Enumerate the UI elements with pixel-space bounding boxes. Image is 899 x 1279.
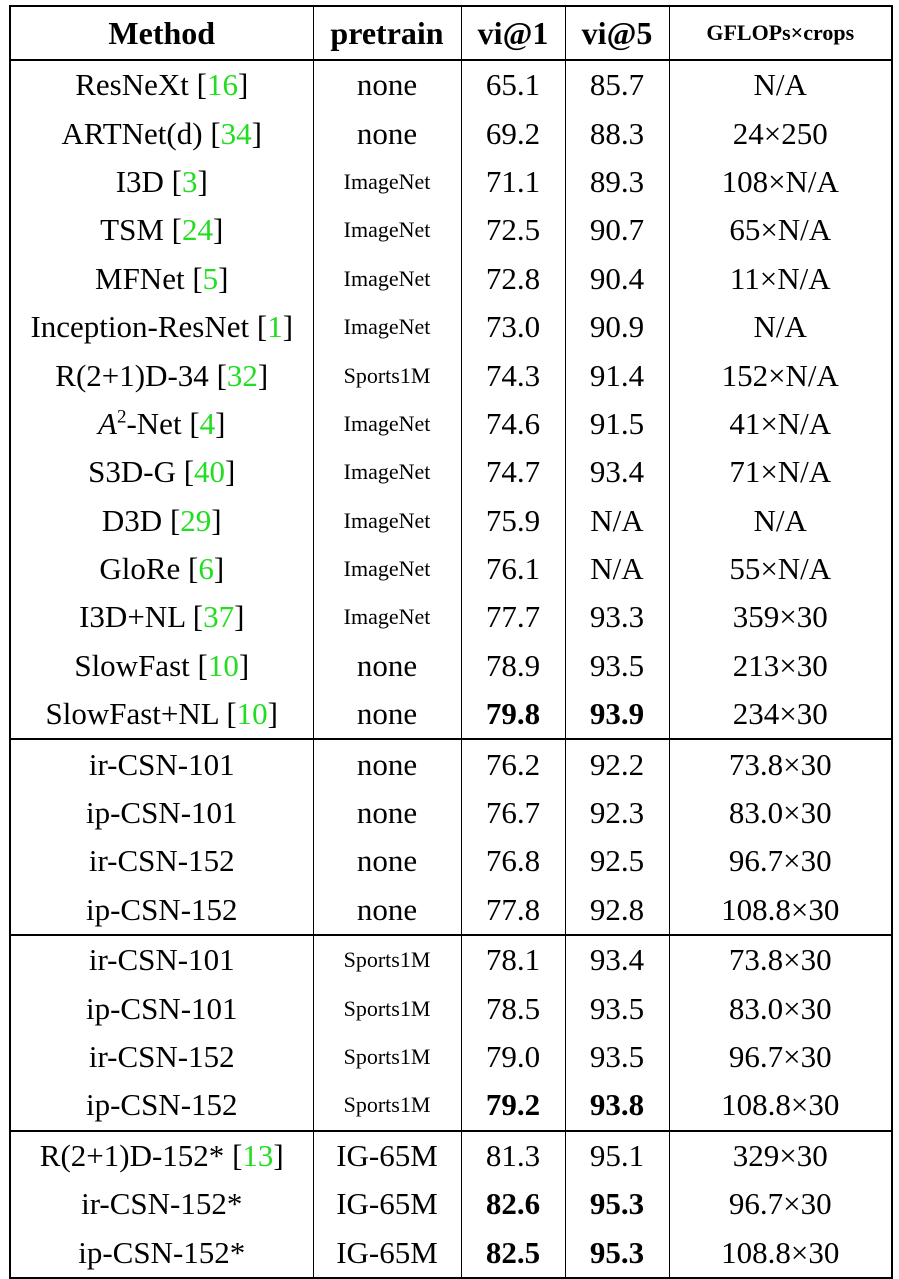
vi1-cell: 72.5: [461, 206, 565, 254]
pretrain-cell: ImageNet: [313, 158, 461, 206]
citation-link[interactable]: 5: [202, 260, 219, 296]
method-name: ir-CSN-152: [88, 843, 235, 879]
vi5-cell: 91.5: [565, 400, 669, 448]
gflops-cell: 329×30: [669, 1131, 892, 1180]
method-cell: I3D+NL [37]: [79, 599, 245, 635]
pretrain-cell: none: [313, 690, 461, 739]
citation-link[interactable]: 10: [236, 696, 268, 732]
pretrain-cell: none: [313, 60, 461, 109]
pretrain-cell: Sports1M: [313, 351, 461, 399]
vi5-cell: 92.8: [565, 886, 669, 935]
vi5-cell: 95.3: [565, 1180, 669, 1228]
gflops-cell: 73.8×30: [669, 935, 892, 984]
vi1-cell: 76.2: [461, 739, 565, 788]
table-row: [10, 1228, 892, 1277]
method-name: R(2+1)D-152*: [39, 1137, 225, 1173]
citation-link[interactable]: 16: [206, 67, 238, 103]
table-row: [10, 1033, 892, 1081]
vi5-cell: 93.4: [565, 935, 669, 984]
method-cell: I3D [3]: [115, 163, 208, 199]
citation-link[interactable]: 34: [220, 115, 252, 151]
header-vi5: vi@5: [565, 6, 669, 60]
pretrain-cell: IG-65M: [313, 1131, 461, 1180]
gflops-cell: 83.0×30: [669, 984, 892, 1032]
method-superscript: 2: [116, 406, 127, 428]
table-row: [10, 545, 892, 593]
gflops-cell: 96.7×30: [669, 1033, 892, 1081]
pretrain-cell: ImageNet: [313, 545, 461, 593]
table-row: [10, 837, 892, 885]
gflops-cell: N/A: [669, 60, 892, 109]
pretrain-cell: IG-65M: [313, 1228, 461, 1277]
vi5-cell: 93.5: [565, 1033, 669, 1081]
citation-link[interactable]: 3: [181, 163, 198, 199]
vi5-cell: 88.3: [565, 109, 669, 157]
method-cell: R(2+1)D-34 [32]: [55, 357, 269, 393]
vi5-cell: 89.3: [565, 158, 669, 206]
pretrain-cell: none: [313, 789, 461, 837]
method-name: ir-CSN-101: [88, 746, 235, 782]
method-name: ir-CSN-152: [88, 1039, 235, 1074]
method-name: TSM: [100, 212, 164, 248]
method-name: MFNet: [95, 260, 185, 296]
gflops-cell: 108.8×30: [669, 886, 892, 935]
method-name: SlowFast: [74, 647, 190, 683]
vi1-cell: 82.6: [461, 1180, 565, 1228]
table-body: [10, 60, 892, 1278]
vi5-cell: 95.3: [565, 1228, 669, 1277]
vi1-cell: 79.0: [461, 1033, 565, 1081]
table-row: [10, 206, 892, 254]
pretrain-cell: none: [313, 739, 461, 788]
gflops-cell: 96.7×30: [669, 837, 892, 885]
method-name: R(2+1)D-34: [55, 357, 209, 393]
vi1-cell: 71.1: [461, 158, 565, 206]
vi1-cell: 82.5: [461, 1228, 565, 1277]
pretrain-cell: ImageNet: [313, 593, 461, 641]
pretrain-cell: none: [313, 886, 461, 935]
vi5-cell: 93.5: [565, 984, 669, 1032]
method-name: ip-CSN-101: [85, 990, 238, 1026]
vi1-cell: 81.3: [461, 1131, 565, 1180]
method-cell: [10, 984, 313, 1032]
header-vi1: vi@1: [461, 6, 565, 60]
method-name: SlowFast+NL: [45, 696, 219, 732]
gflops-cell: 152×N/A: [669, 351, 892, 399]
vi1-cell: 77.7: [461, 593, 565, 641]
gflops-cell: 108.8×30: [669, 1228, 892, 1277]
table-row: [10, 448, 892, 496]
method-name: ir-CSN-152*: [81, 1186, 243, 1222]
pretrain-cell: ImageNet: [313, 497, 461, 545]
gflops-cell: 73.8×30: [669, 739, 892, 788]
vi1-cell: 75.9: [461, 497, 565, 545]
method-cell: Inception-ResNet [1]: [30, 309, 294, 345]
vi1-cell: 65.1: [461, 60, 565, 109]
table-row: [10, 593, 892, 641]
method-cell: ResNeXt [16]: [75, 67, 249, 103]
method-name: I3D+NL: [79, 599, 185, 635]
vi5-cell: 92.5: [565, 837, 669, 885]
table-row: [10, 109, 892, 157]
method-name: S3D-G: [88, 454, 176, 490]
method-name: ARTNet(d): [61, 115, 203, 151]
method-name: ip-CSN-101: [85, 795, 238, 831]
vi5-cell: 92.3: [565, 789, 669, 837]
gflops-cell: 71×N/A: [669, 448, 892, 496]
pretrain-cell: ImageNet: [313, 448, 461, 496]
method-cell: [10, 789, 313, 837]
method-name: A: [98, 405, 117, 441]
method-cell: MFNet [5]: [95, 260, 229, 296]
vi1-cell: 78.5: [461, 984, 565, 1032]
vi5-cell: N/A: [565, 545, 669, 593]
method-cell: GloRe [6]: [99, 551, 225, 587]
gflops-cell: 213×30: [669, 642, 892, 690]
vi1-cell: 76.8: [461, 837, 565, 885]
table-row: [10, 690, 892, 739]
method-suffix: -Net: [126, 405, 182, 441]
vi5-cell: 92.2: [565, 739, 669, 788]
method-name: ip-CSN-152: [85, 891, 238, 927]
vi5-cell: 93.8: [565, 1081, 669, 1130]
vi1-cell: 76.7: [461, 789, 565, 837]
table-row: [10, 255, 892, 303]
vi5-cell: 90.7: [565, 206, 669, 254]
vi5-cell: 85.7: [565, 60, 669, 109]
gflops-cell: 41×N/A: [669, 400, 892, 448]
citation-link[interactable]: 13: [242, 1137, 274, 1173]
vi5-cell: 91.4: [565, 351, 669, 399]
method-cell: D3D [29]: [101, 502, 222, 538]
gflops-cell: 65×N/A: [669, 206, 892, 254]
method-name: ip-CSN-152*: [78, 1234, 246, 1270]
vi1-cell: 74.3: [461, 351, 565, 399]
pretrain-cell: ImageNet: [313, 255, 461, 303]
vi1-cell: 77.8: [461, 886, 565, 935]
gflops-cell: 11×N/A: [669, 255, 892, 303]
gflops-cell: 359×30: [669, 593, 892, 641]
gflops-cell: N/A: [669, 303, 892, 351]
pretrain-cell: none: [313, 642, 461, 690]
gflops-cell: 83.0×30: [669, 789, 892, 837]
pretrain-cell: Sports1M: [313, 1081, 461, 1130]
gflops-cell: 96.7×30: [669, 1180, 892, 1228]
header-method: Method: [10, 6, 313, 60]
vi1-cell: 78.1: [461, 935, 565, 984]
header-row: [10, 6, 892, 60]
method-cell: TSM [24]: [100, 212, 224, 248]
method-cell: [10, 1228, 313, 1277]
method-cell: [10, 1081, 313, 1130]
vi1-cell: 79.8: [461, 690, 565, 739]
citation-link[interactable]: 32: [226, 357, 258, 393]
vi1-cell: 79.2: [461, 1081, 565, 1130]
citation-link[interactable]: 40: [194, 454, 226, 490]
method-name: GloRe: [99, 551, 181, 587]
method-name: ir-CSN-101: [88, 942, 235, 978]
vi5-cell: 93.9: [565, 690, 669, 739]
citation-link[interactable]: 10: [207, 647, 239, 683]
vi5-cell: 93.5: [565, 642, 669, 690]
method-name: ip-CSN-152: [85, 1087, 238, 1123]
method-cell: [10, 837, 313, 885]
gflops-cell: 55×N/A: [669, 545, 892, 593]
citation-link[interactable]: 37: [203, 599, 235, 635]
vi1-cell: 69.2: [461, 109, 565, 157]
gflops-cell: 234×30: [669, 690, 892, 739]
citation-link[interactable]: 1: [267, 309, 283, 345]
table-row: [10, 497, 892, 545]
pretrain-cell: IG-65M: [313, 1180, 461, 1228]
table-row: [10, 60, 892, 109]
table-row: [10, 158, 892, 206]
gflops-cell: 24×250: [669, 109, 892, 157]
gflops-cell: 108.8×30: [669, 1081, 892, 1130]
method-name: D3D: [101, 502, 163, 538]
method-name: Inception-ResNet: [30, 309, 250, 345]
table-row: [10, 303, 892, 351]
table-row: [10, 789, 892, 837]
table-row: [10, 1081, 892, 1130]
method-cell: SlowFast+NL [10]: [45, 696, 278, 732]
pretrain-cell: ImageNet: [313, 206, 461, 254]
gflops-cell: N/A: [669, 497, 892, 545]
method-name: I3D: [115, 163, 164, 199]
gflops-cell: 108×N/A: [669, 158, 892, 206]
vi1-cell: 78.9: [461, 642, 565, 690]
table-row: [10, 642, 892, 690]
citation-link[interactable]: 6: [198, 551, 214, 587]
pretrain-cell: Sports1M: [313, 984, 461, 1032]
citation-link[interactable]: 29: [180, 502, 212, 538]
method-cell: [10, 935, 313, 984]
vi1-cell: 74.7: [461, 448, 565, 496]
header-pretrain: pretrain: [313, 6, 461, 60]
pretrain-cell: ImageNet: [313, 400, 461, 448]
method-cell: $A^2$-Net [4]: [98, 405, 226, 441]
method-cell: S3D-G [40]: [88, 454, 236, 490]
pretrain-cell: ImageNet: [313, 303, 461, 351]
vi5-cell: 93.3: [565, 593, 669, 641]
table-row: [10, 935, 892, 984]
vi1-cell: 72.8: [461, 255, 565, 303]
results-table: [9, 5, 893, 1279]
table-row: [10, 400, 892, 448]
method-cell: ARTNet(d) [34]: [61, 115, 262, 151]
table-row: [10, 351, 892, 399]
table-row: [10, 984, 892, 1032]
vi1-cell: 73.0: [461, 303, 565, 351]
method-cell: [10, 1180, 313, 1228]
vi5-cell: 95.1: [565, 1131, 669, 1180]
vi1-cell: 74.6: [461, 400, 565, 448]
method-cell: SlowFast [10]: [74, 647, 250, 683]
pretrain-cell: none: [313, 109, 461, 157]
vi1-cell: 76.1: [461, 545, 565, 593]
citation-link[interactable]: 24: [182, 212, 213, 248]
table-row: [10, 739, 892, 788]
method-cell: R(2+1)D-152* [13]: [10, 1131, 313, 1180]
method-name: ResNeXt: [75, 67, 189, 103]
method-cell: [10, 1033, 313, 1081]
table-row: [10, 886, 892, 935]
table-row: [10, 1180, 892, 1228]
vi5-cell: N/A: [565, 497, 669, 545]
header-gflops: GFLOPs×crops: [669, 6, 892, 60]
pretrain-cell: none: [313, 837, 461, 885]
pretrain-cell: Sports1M: [313, 1033, 461, 1081]
vi5-cell: 90.4: [565, 255, 669, 303]
vi5-cell: 90.9: [565, 303, 669, 351]
citation-link[interactable]: 4: [199, 405, 216, 441]
method-cell: [10, 739, 313, 788]
method-cell: [10, 886, 313, 935]
pretrain-cell: Sports1M: [313, 935, 461, 984]
vi5-cell: 93.4: [565, 448, 669, 496]
table-row: [10, 1131, 892, 1180]
